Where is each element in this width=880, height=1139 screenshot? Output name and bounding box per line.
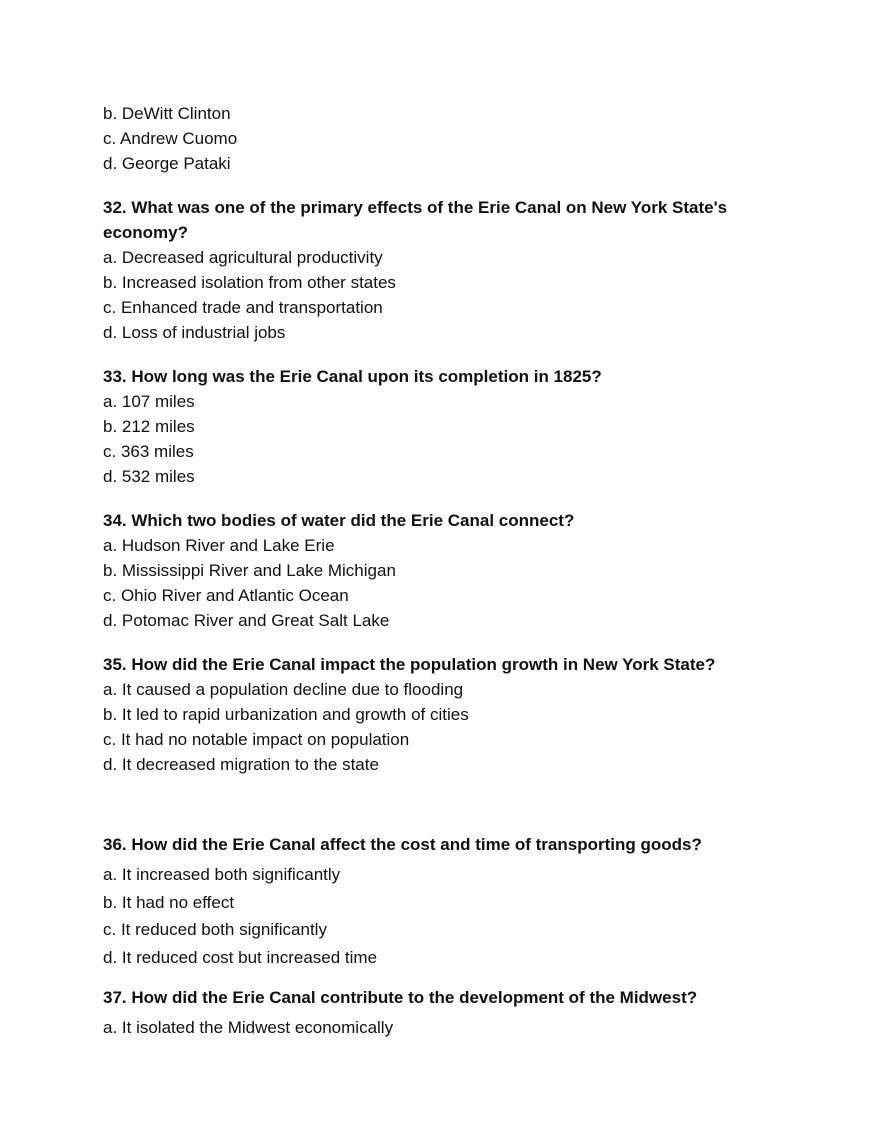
option: c. Andrew Cuomo <box>103 129 238 148</box>
option: d. 532 miles <box>103 467 195 486</box>
option: b. It led to rapid urbanization and growth of cities <box>103 705 469 724</box>
option: a. It isolated the Midwest economically <box>103 1017 394 1037</box>
option: d. Potomac River and Great Salt Lake <box>103 611 390 630</box>
option: a. 107 miles <box>103 392 195 411</box>
document-page <box>103 101 783 1042</box>
question-text: 33. How long was the Erie Canal upon its completion in 1825? <box>103 367 602 386</box>
option: b. It had no effect <box>103 892 235 912</box>
option: c. Ohio River and Atlantic Ocean <box>103 586 349 605</box>
option: a. It caused a population decline due to flooding <box>103 680 464 699</box>
question-text: 37. How did the Erie Canal contribute to the development of the Midwest? <box>103 987 698 1007</box>
question-31-continuation <box>103 101 783 176</box>
question-33 <box>103 364 783 489</box>
option: d. It reduced cost but increased time <box>103 948 378 968</box>
question-36 <box>103 832 783 972</box>
question-37 <box>103 985 783 1042</box>
question-text: 35. How did the Erie Canal impact the population growth in New York State? <box>103 655 716 674</box>
option: c. Enhanced trade and transportation <box>103 298 383 317</box>
question-text: 36. How did the Erie Canal affect the cost and time of transporting goods? <box>103 835 702 854</box>
option: a. Decreased agricultural productivity <box>103 248 383 267</box>
option: a. Hudson River and Lake Erie <box>103 536 335 555</box>
option: d. George Pataki <box>103 154 231 173</box>
question-32 <box>103 195 783 345</box>
question-34 <box>103 508 783 633</box>
option: c. It reduced both significantly <box>103 920 327 940</box>
option: a. It increased both significantly <box>103 865 341 884</box>
option: d. It decreased migration to the state <box>103 755 379 774</box>
option: b. DeWitt Clinton <box>103 104 231 123</box>
option: c. 363 miles <box>103 442 194 461</box>
option: c. It had no notable impact on population <box>103 730 410 749</box>
option: b. 212 miles <box>103 417 195 436</box>
option: b. Mississippi River and Lake Michigan <box>103 561 396 580</box>
option: b. Increased isolation from other states <box>103 273 396 292</box>
option: d. Loss of industrial jobs <box>103 323 286 342</box>
question-35 <box>103 652 783 777</box>
question-text: 32. What was one of the primary effects of the Erie Canal on New York State's economy? <box>103 198 728 242</box>
question-text: 34. Which two bodies of water did the Erie Canal connect? <box>103 511 575 530</box>
